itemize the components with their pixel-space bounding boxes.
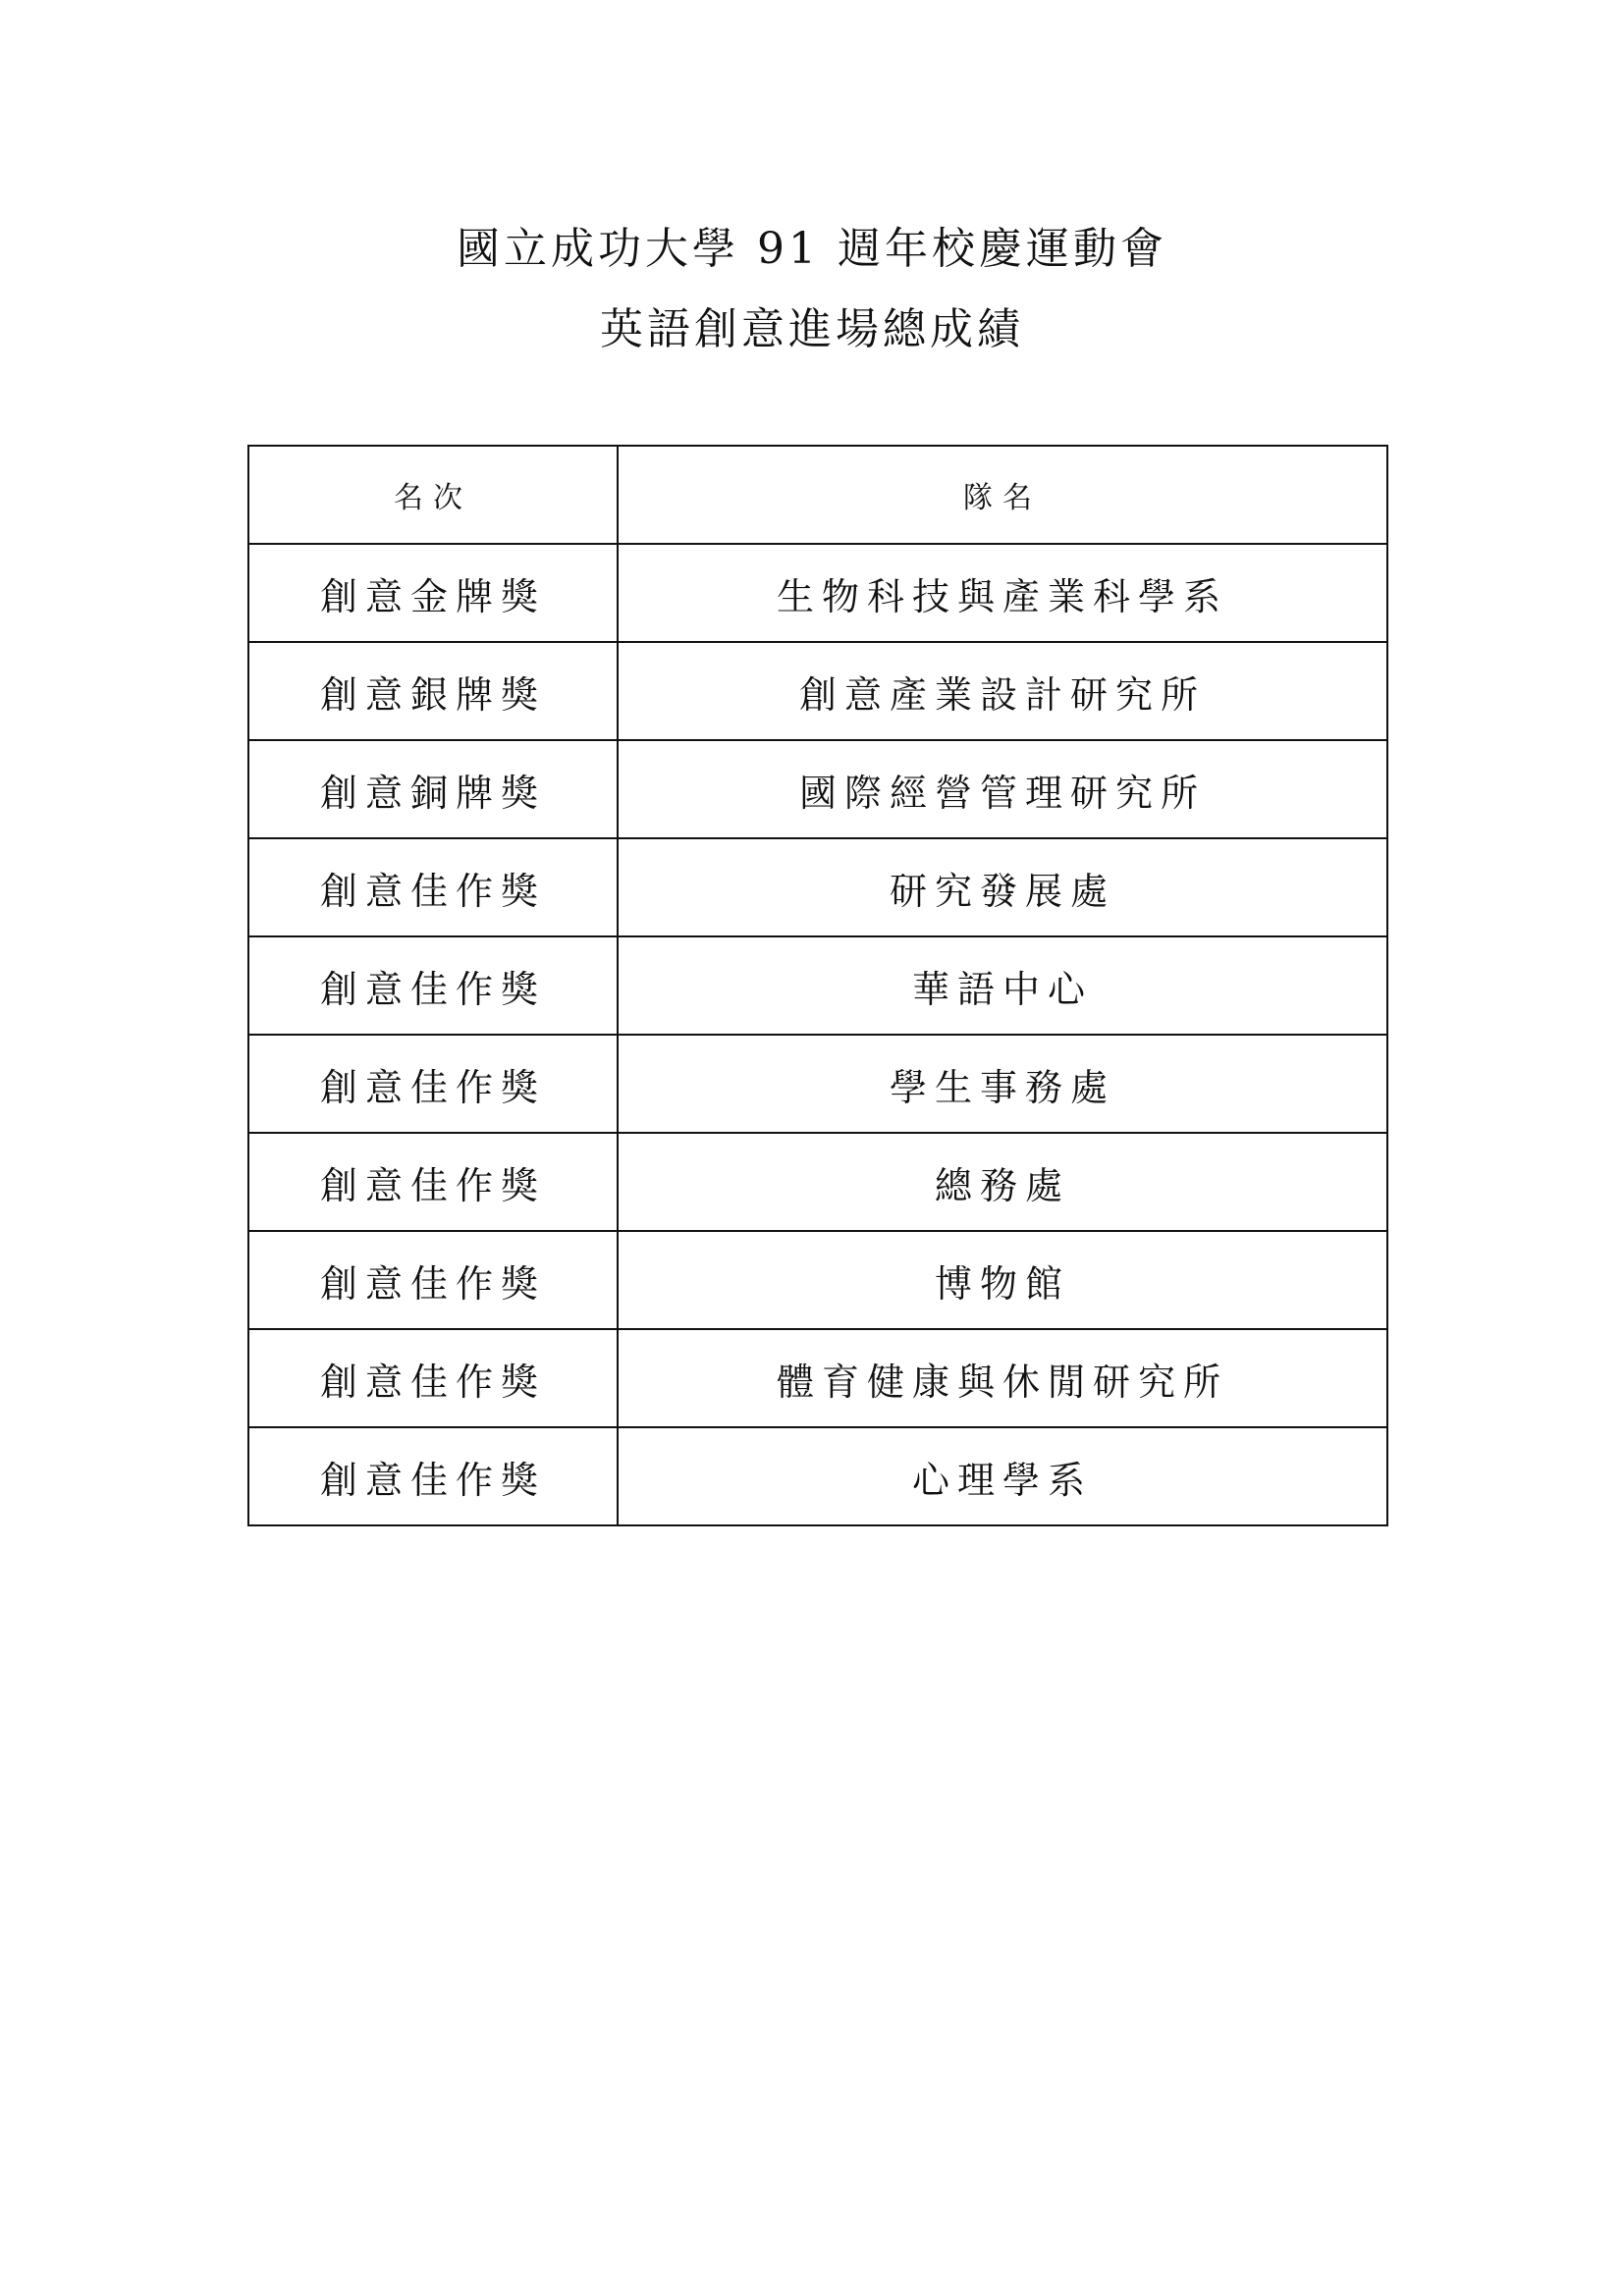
table-body [248,544,1387,1525]
table-row [248,838,1387,936]
team-cell: 研究發展處 [618,838,1387,936]
team-cell: 總務處 [618,1133,1387,1231]
rank-cell: 創意銀牌獎 [248,642,618,740]
rank-cell: 創意佳作獎 [248,1329,618,1427]
rank-cell: 創意佳作獎 [248,1231,618,1329]
table-row [248,1133,1387,1231]
header-team: 隊名 [618,446,1387,544]
rank-cell: 創意佳作獎 [248,1035,618,1133]
team-cell: 心理學系 [618,1427,1387,1525]
rank-cell: 創意佳作獎 [248,838,618,936]
team-cell: 創意產業設計研究所 [618,642,1387,740]
table-row [248,740,1387,838]
team-cell: 國際經營管理研究所 [618,740,1387,838]
team-cell: 華語中心 [618,936,1387,1035]
table-header-row [248,446,1387,544]
team-cell: 生物科技與產業科學系 [618,544,1387,642]
table-row [248,1231,1387,1329]
table-row [248,1035,1387,1133]
rank-cell: 創意佳作獎 [248,1427,618,1525]
rank-cell: 創意金牌獎 [248,544,618,642]
table-row [248,1329,1387,1427]
document-subtitle: 英語創意進場總成績 [600,304,1024,354]
table-row [248,936,1387,1035]
table-row [248,642,1387,740]
table-row [248,1427,1387,1525]
header-rank: 名次 [248,446,618,544]
results-table [247,445,1388,1526]
rank-cell: 創意佳作獎 [248,1133,618,1231]
table-row [248,544,1387,642]
team-cell: 博物館 [618,1231,1387,1329]
rank-cell: 創意佳作獎 [248,936,618,1035]
team-cell: 學生事務處 [618,1035,1387,1133]
team-cell: 體育健康與休閒研究所 [618,1329,1387,1427]
document-title: 國立成功大學 91 週年校慶運動會 [457,224,1167,274]
rank-cell: 創意銅牌獎 [248,740,618,838]
